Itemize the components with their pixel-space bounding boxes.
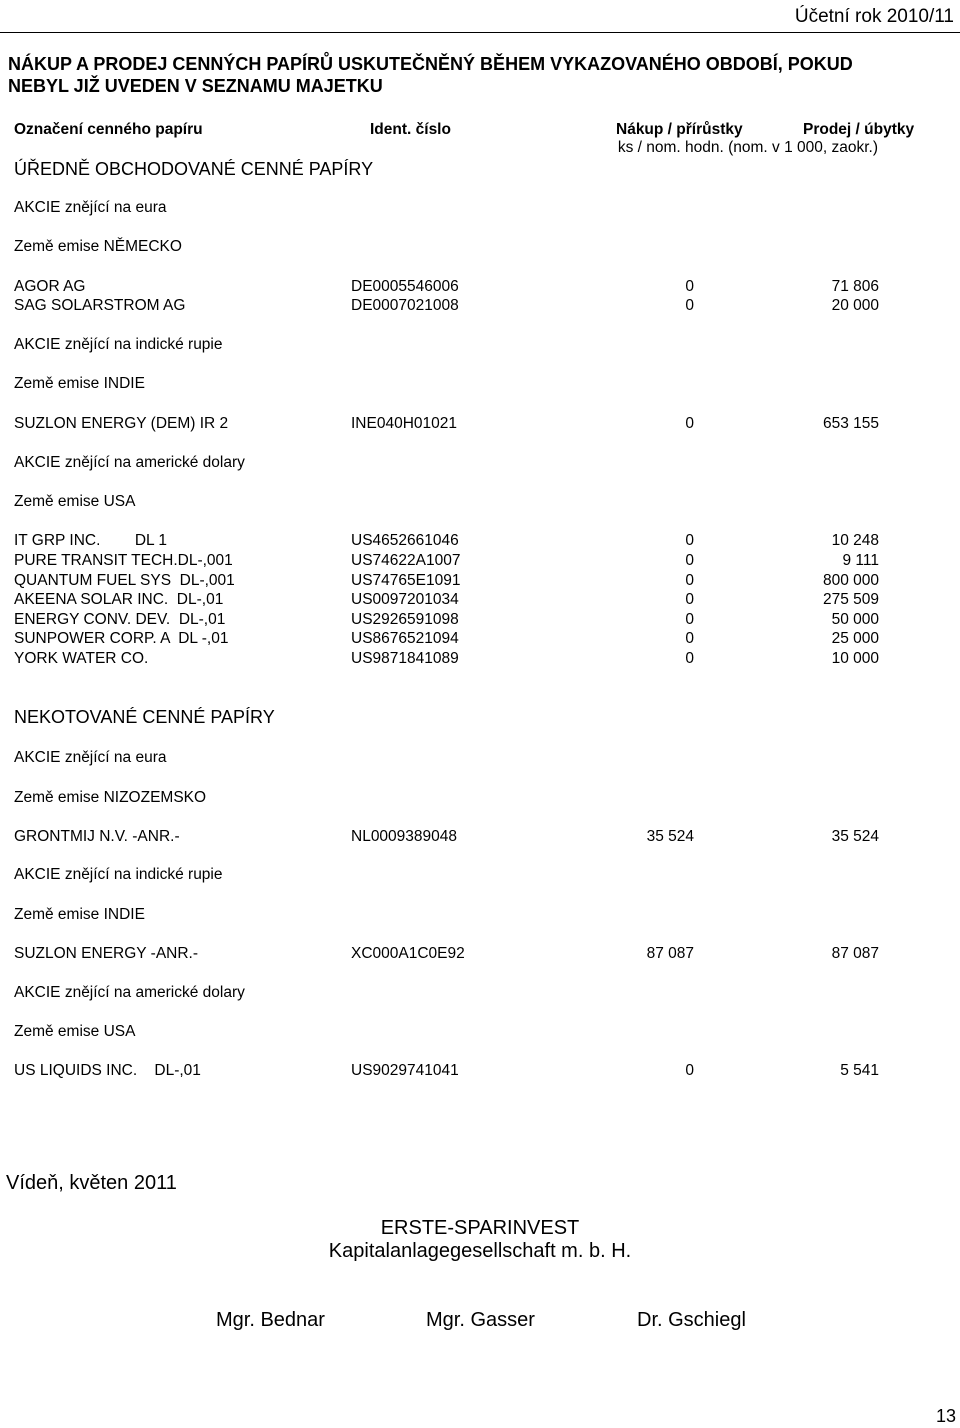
table-row-buy: 0 bbox=[685, 1062, 694, 1079]
signatory-3: Dr. Gschiegl bbox=[637, 1309, 746, 1331]
table-row-sell: 10 248 bbox=[831, 532, 879, 549]
table-row-name: SUZLON ENERGY (DEM) IR 2 bbox=[14, 415, 229, 432]
table-row-sell: 800 000 bbox=[822, 572, 879, 589]
col-header-sell: Prodej / úbytky bbox=[803, 121, 915, 138]
currency-label: AKCIE znějící na americké dolary bbox=[14, 454, 245, 471]
table-row-ident: US74765E1091 bbox=[351, 572, 461, 589]
table-row-buy: 0 bbox=[685, 611, 694, 628]
page-number: 13 bbox=[935, 1406, 956, 1426]
table-row-name: SUNPOWER CORP. A DL -,01 bbox=[14, 630, 229, 647]
table-row-sell: 87 087 bbox=[831, 945, 879, 962]
currency-label: AKCIE znějící na eura bbox=[14, 199, 167, 216]
col-header-unit: ks / nom. hodn. (nom. v 1 000, zaokr.) bbox=[617, 139, 878, 156]
table-row-ident: INE040H01021 bbox=[351, 415, 457, 432]
currency-label: AKCIE znějící na eura bbox=[14, 749, 167, 766]
company-legal-name: Kapitalanlagegesellschaft m. b. H. bbox=[328, 1240, 632, 1262]
table-row-buy: 0 bbox=[685, 532, 694, 549]
table-row-name: SAG SOLARSTROM AG bbox=[14, 297, 186, 314]
table-row-sell: 35 524 bbox=[831, 828, 879, 845]
country-label: Země emise INDIE bbox=[14, 375, 145, 392]
table-row-name: PURE TRANSIT TECH.DL-,001 bbox=[14, 552, 233, 569]
section-title-unlisted: NEKOTOVANÉ CENNÉ PAPÍRY bbox=[14, 707, 275, 727]
table-row-name: YORK WATER CO. bbox=[14, 650, 149, 667]
table-row-sell: 50 000 bbox=[831, 611, 879, 628]
table-row-name: QUANTUM FUEL SYS DL-,001 bbox=[14, 572, 235, 589]
table-row-name: IT GRP INC. DL 1 bbox=[14, 532, 168, 549]
table-row-ident: US2926591098 bbox=[351, 611, 459, 628]
table-row-buy: 87 087 bbox=[646, 945, 694, 962]
fiscal-year: Účetní rok 2010/11 bbox=[794, 6, 954, 27]
col-header-name: Označení cenného papíru bbox=[14, 121, 203, 138]
table-row-sell: 10 000 bbox=[831, 650, 879, 667]
table-row-sell: 5 541 bbox=[840, 1062, 879, 1079]
table-row-name: ENERGY CONV. DEV. DL-,01 bbox=[14, 611, 226, 628]
currency-label: AKCIE znějící na indické rupie bbox=[14, 866, 223, 883]
table-row-buy: 0 bbox=[685, 572, 694, 589]
company-name: ERSTE-SPARINVEST bbox=[380, 1217, 580, 1239]
table-row-ident: US4652661046 bbox=[351, 532, 459, 549]
table-row-name: SUZLON ENERGY -ANR.- bbox=[14, 945, 199, 962]
table-row-ident: US9029741041 bbox=[351, 1062, 459, 1079]
title-line-1: NÁKUP A PRODEJ CENNÝCH PAPÍRŮ USKUTEČNĚNÝ BĚHEM VYKAZOVANÉHO OBDOBÍ, POKUD bbox=[8, 54, 853, 74]
table-row-buy: 0 bbox=[685, 630, 694, 647]
country-label: Země emise USA bbox=[14, 493, 136, 510]
table-row-name: US LIQUIDS INC. DL-,01 bbox=[14, 1062, 201, 1079]
table-row-sell: 71 806 bbox=[831, 278, 879, 295]
table-row-name: GRONTMIJ N.V. -ANR.- bbox=[14, 828, 180, 845]
table-row-ident: US0097201034 bbox=[351, 591, 459, 608]
table-row-ident: US8676521094 bbox=[351, 630, 459, 647]
title-line-2: NEBYL JIŽ UVEDEN V SEZNAMU MAJETKU bbox=[8, 76, 383, 96]
table-row-ident: DE0005546006 bbox=[351, 278, 459, 295]
col-header-ident: Ident. číslo bbox=[370, 121, 451, 138]
table-row-sell: 653 155 bbox=[822, 415, 879, 432]
table-row-buy: 0 bbox=[685, 297, 694, 314]
table-row-buy: 35 524 bbox=[646, 828, 694, 845]
country-label: Země emise USA bbox=[14, 1023, 136, 1040]
table-row-buy: 0 bbox=[685, 415, 694, 432]
signatory-1: Mgr. Bednar bbox=[216, 1309, 325, 1331]
country-label: Země emise NĚMECKO bbox=[14, 238, 182, 255]
currency-label: AKCIE znějící na indické rupie bbox=[14, 336, 223, 353]
table-row-ident: DE0007021008 bbox=[351, 297, 459, 314]
table-row-sell: 25 000 bbox=[831, 630, 879, 647]
table-row-ident: US9871841089 bbox=[351, 650, 459, 667]
table-row-ident: XC000A1C0E92 bbox=[351, 945, 465, 962]
table-row-buy: 0 bbox=[685, 591, 694, 608]
table-row-sell: 20 000 bbox=[831, 297, 879, 314]
place-date: Vídeň, květen 2011 bbox=[6, 1172, 177, 1194]
table-row-name: AGOR AG bbox=[14, 278, 86, 295]
header-divider bbox=[0, 32, 960, 33]
col-header-buy: Nákup / přírůstky bbox=[616, 121, 743, 138]
table-row-sell: 9 111 bbox=[842, 552, 879, 569]
table-row-name: AKEENA SOLAR INC. DL-,01 bbox=[14, 591, 224, 608]
country-label: Země emise INDIE bbox=[14, 906, 145, 923]
table-row-ident: US74622A1007 bbox=[351, 552, 461, 569]
signatory-2: Mgr. Gasser bbox=[426, 1309, 535, 1331]
currency-label: AKCIE znějící na americké dolary bbox=[14, 984, 245, 1001]
page-title bbox=[8, 53, 853, 97]
table-row-buy: 0 bbox=[685, 650, 694, 667]
table-row-buy: 0 bbox=[685, 278, 694, 295]
table-row-sell: 275 509 bbox=[822, 591, 879, 608]
table-row-ident: NL0009389048 bbox=[351, 828, 458, 845]
country-label: Země emise NIZOZEMSKO bbox=[14, 789, 207, 806]
section-title-listed: ÚŘEDNĚ OBCHODOVANÉ CENNÉ PAPÍRY bbox=[14, 159, 374, 179]
table-row-buy: 0 bbox=[685, 552, 694, 569]
